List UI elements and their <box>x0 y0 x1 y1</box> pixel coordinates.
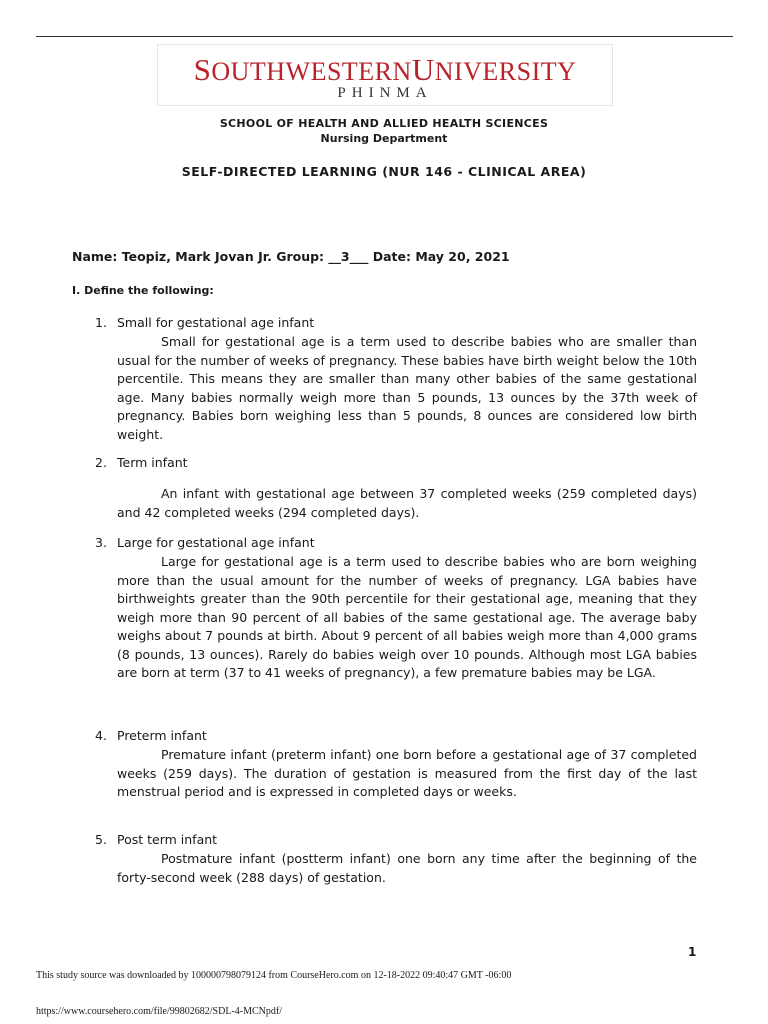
item-term: Large for gestational age infant <box>117 535 315 550</box>
source-url: https://www.coursehero.com/file/99802682/SDL-4-MCNpdf/ <box>36 1006 282 1017</box>
logo-word-southwestern: OUTHWESTERN <box>211 57 412 86</box>
logo-wordmark <box>158 52 612 88</box>
logo-word-university: NIVERSITY <box>434 57 577 86</box>
item-definition: Premature infant (preterm infant) one born before a gestational age of 37 completed weeks (259 days). The duration of gestation is measured from the first day of the last menstrual period and is expressed in completed days or weeks. <box>117 747 697 799</box>
item-term: Term infant <box>117 455 188 470</box>
item-term: Small for gestational age infant <box>117 315 315 330</box>
item-number: 3. <box>95 535 107 550</box>
logo-cap-u: U <box>411 52 435 87</box>
top-rule <box>36 36 733 37</box>
logo-subtitle: PHINMA <box>337 85 433 101</box>
item-definition: Postmature infant (postterm infant) one born any time after the beginning of the forty-second week (288 days) of gestation. <box>117 851 697 885</box>
document-title: SELF-DIRECTED LEARNING (NUR 146 - CLINICAL AREA) <box>181 164 587 179</box>
section-title: I. Define the following: <box>72 284 214 297</box>
item-definition: An infant with gestational age between 37 completed weeks (259 completed days) and 42 completed weeks (294 completed days). <box>117 486 697 520</box>
logo-cap-s: S <box>193 52 212 87</box>
item-definition: Small for gestational age is a term used to describe babies who are smaller than usual for the number of weeks of pregnancy. These babies have birth weight below the 10th percentile. This means they are smaller than many other babies of the same gestational age. Many babies normally weigh more than 5 pounds, 13 ounces by the 37th week of pregnancy. Babies born weighing less than 5 pounds, 8 ounces are considered low birth weight. <box>117 334 697 442</box>
department-name: Nursing Department <box>320 132 448 145</box>
download-notice: This study source was downloaded by 100000798079124 from CourseHero.com on 12-18-2022 09:40:47 GMT -06:00 <box>36 970 512 981</box>
item-number: 4. <box>95 728 107 743</box>
item-number: 1. <box>95 315 107 330</box>
university-logo <box>157 44 613 106</box>
student-info-line: Name: Teopiz, Mark Jovan Jr. Group: __3___ Date: May 20, 2021 <box>72 249 510 264</box>
item-number: 2. <box>95 455 107 470</box>
item-term: Post term infant <box>117 832 218 847</box>
item-number: 5. <box>95 832 107 847</box>
school-name: SCHOOL OF HEALTH AND ALLIED HEALTH SCIENCES <box>219 117 549 130</box>
item-definition: Large for gestational age is a term used to describe babies who are born weighing more than the usual amount for the number of weeks of pregnancy. LGA babies have birthweights greater than the 90th percentile for their gestational age, meaning that they weigh more than 90 percent of all babies of the same gestational age. The average baby weighs about 7 pounds at birth. About 9 percent of all babies weigh more than 4,000 grams (8 pounds, 13 ounces). Rarely do babies weigh over 10 pounds. Although most LGA babies are born at term (37 to 41 weeks of pregnancy), a few premature babies may be LGA. <box>117 554 697 680</box>
page-number: 1 <box>688 945 697 959</box>
item-term: Preterm infant <box>117 728 207 743</box>
